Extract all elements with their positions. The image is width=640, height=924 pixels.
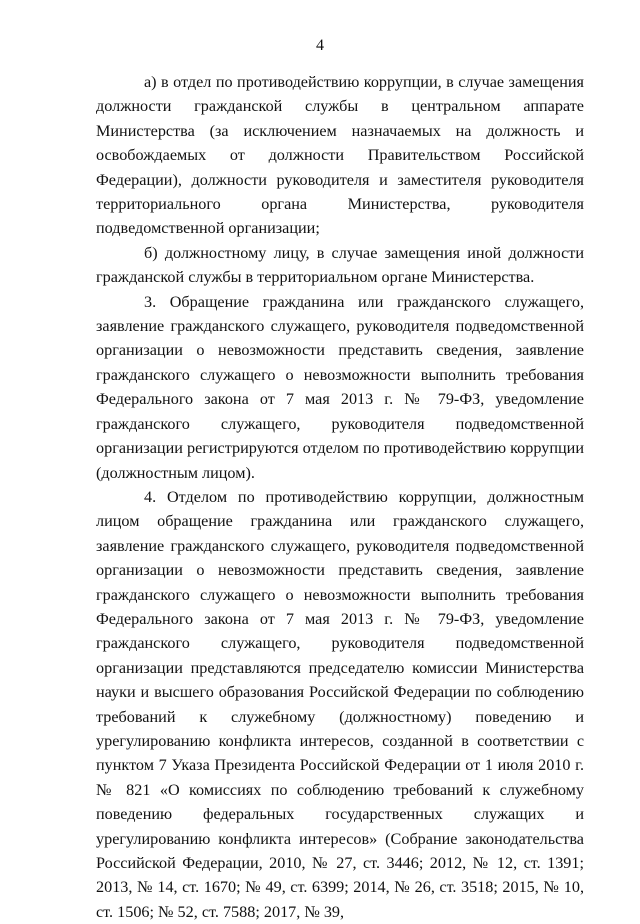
page-number: 4 [316,37,324,54]
paragraph-item-a: а) в отдел по противодействию коррупции, в случае замещения должности гражданской службы в центральном аппарате Министерства (за исключением назначаемых на должность и освобождаемых от должности Правительством Российской Федерации), должности руководителя и заместителя руководителя территориального органа Министерства, руководителя подведомственной организации; [96,73,584,238]
paragraph-clause-4: 4. Отделом по противодействию коррупции, должностным лицом обращение гражданина или гражданского служащего, заявление гражданского служащего, руководителя подведомственной организации о невозможности представить сведения, заявление гражданского служащего о невозможности выполнить требования Федерального закона от 7 мая 2013 г. № 79-ФЗ, уведомление гражданского служащего, руководителя подведомственной организации представляются председателю комиссии Министерства науки и высшего образования Российской Федерации по соблюдению требований к служебному (должностному) поведению и урегулированию конфликта интересов, созданной в соответствии с пунктом 7 Указа Президента Российской Федерации от 1 июля 2010 г. № 821 «О комиссиях по соблюдению требований к служебному поведению федеральных государственных служащих и урегулированию конфликта интересов» (Собрание законодательства Российской Федерации, 2010, № 27, ст. 3446; 2012, № 12, ст. 1391; 2013, № 14, ст. 1670; № 49, ст. 6399; 2014, № 26, ст. 3518; 2015, № 10, ст. 1506; № 52, ст. 7588; 2017, № 39, [96,487,584,921]
document-body [96,70,584,924]
paragraph-clause-3: 3. Обращение гражданина или гражданского служащего, заявление гражданского служащего, руководителя подведомственной организации о невозможности представить сведения, заявление гражданского служащего о невозможности выполнить требования Федерального закона от 7 мая 2013 г. № 79-ФЗ, уведомление гражданского служащего, руководителя подведомственной организации регистрируются отделом по противодействию коррупции (должностным лицом). [96,292,584,482]
paragraph-item-b: б) должностному лицу, в случае замещения иной должности гражданской службы в территориальном органе Министерства. [96,243,584,287]
